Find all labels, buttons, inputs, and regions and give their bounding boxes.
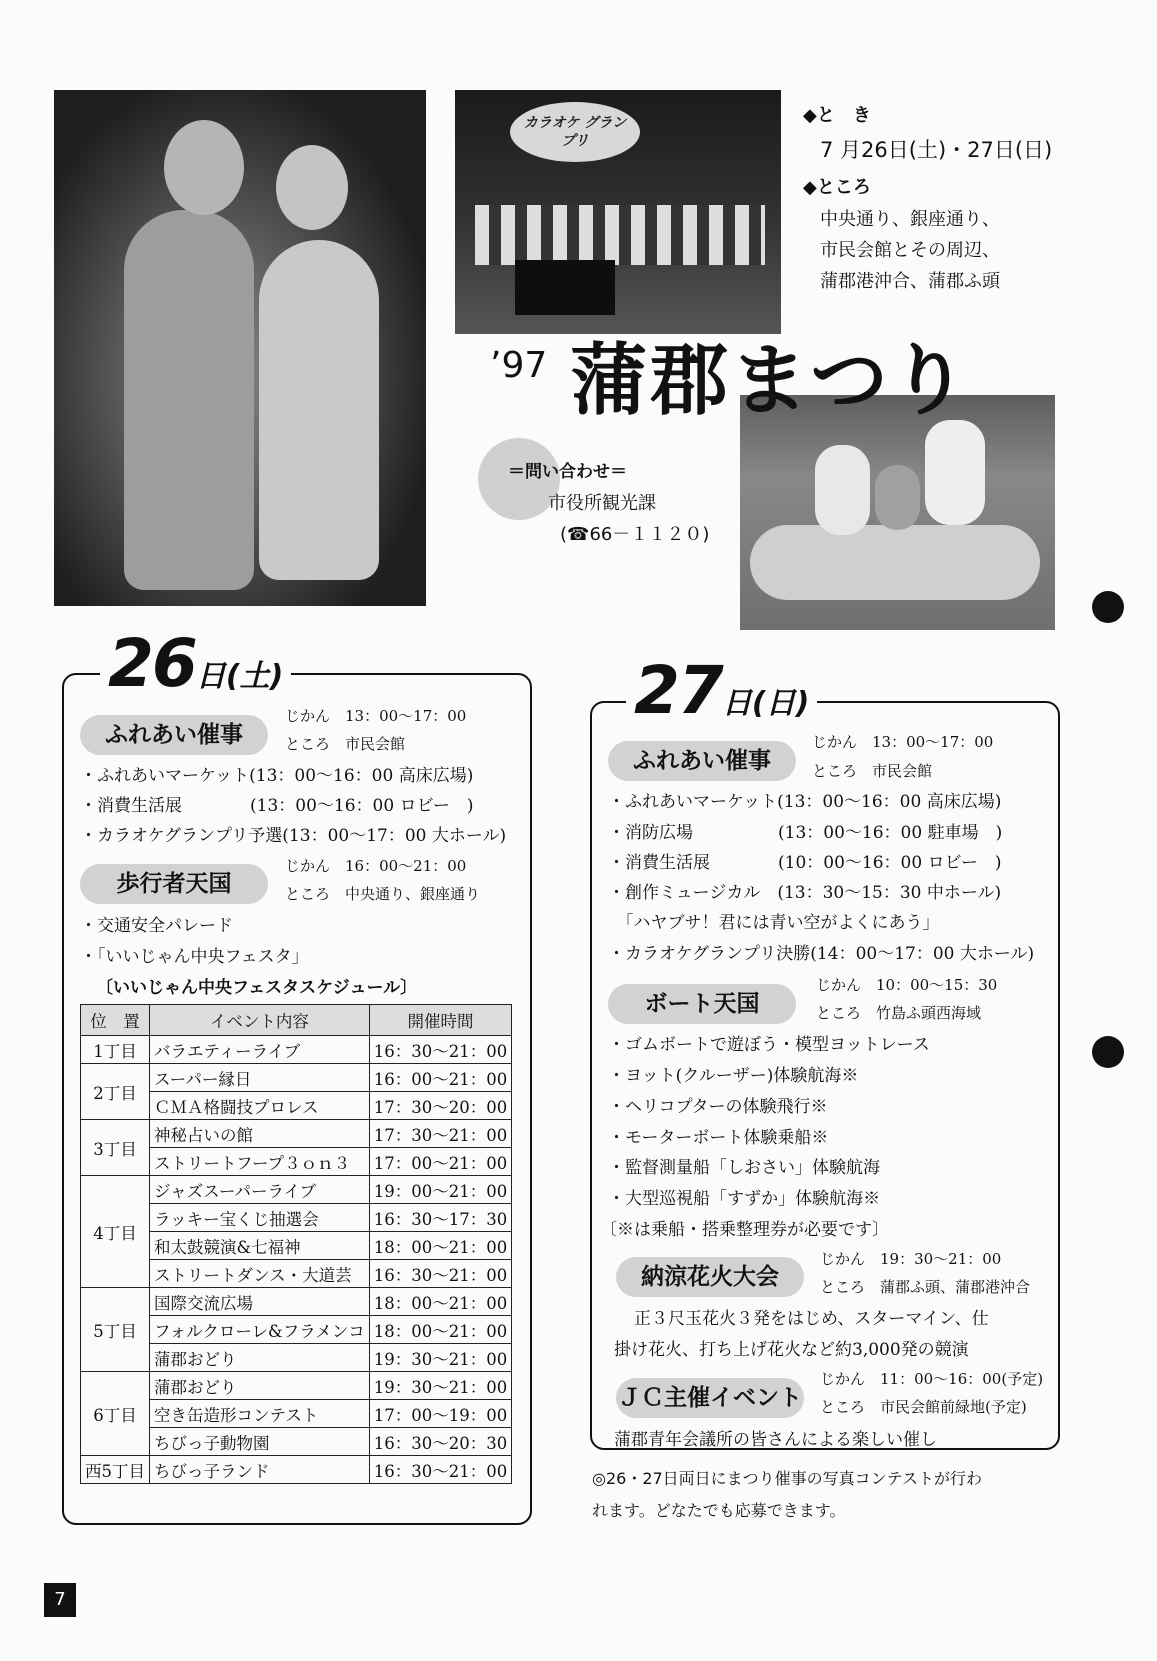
schedule-event: 蒲郡おどり <box>150 1372 370 1400</box>
day26-number: 26 <box>108 625 196 702</box>
day26-fureai-pill: ふれあい催事 <box>80 715 268 755</box>
day26-fureai-time: じかん 13：00～17：00 <box>285 707 467 725</box>
schedule-position: 3丁目 <box>81 1120 150 1176</box>
day27-fureai-item-3: ・消費生活展 (10：00～16：00 ロビー ) <box>608 853 1002 873</box>
schedule-event: フォルクローレ&フラメンコ <box>150 1316 370 1344</box>
day27-boat-item-3: ・ヘリコプターの体験飛行※ <box>608 1097 828 1117</box>
schedule-position: 2丁目 <box>81 1064 150 1120</box>
schedule-event: ストリートフープ３ｏｎ３ <box>150 1148 370 1176</box>
photo-rubber-boat <box>740 395 1055 630</box>
toki-value: 7 月26日(土)・27日(日) <box>820 138 1053 162</box>
day26-suffix: 日(土) <box>195 659 284 694</box>
day27-fureai-time: じかん 13：00～17：00 <box>812 733 994 751</box>
schedule-time: 18：00～21：00 <box>369 1316 511 1344</box>
schedule-header-row <box>81 1005 512 1036</box>
schedule-event: 和太鼓競演&七福神 <box>150 1232 370 1260</box>
day27-boat-item-4: ・モーターボート体験乗船※ <box>608 1128 829 1148</box>
schedule-time: 17：30～20：00 <box>369 1092 511 1120</box>
day27-jc-desc: 蒲郡青年会議所の皆さんによる楽しい催し <box>614 1430 937 1450</box>
day27-suffix: 日(日) <box>721 686 810 721</box>
day27-boat-pill: ボート天国 <box>608 984 796 1024</box>
day27-boat-item-5: ・監督測量船「しおさい」体験航海 <box>608 1158 880 1178</box>
page-number: 7 <box>44 1583 76 1617</box>
schedule-time: 19：30～21：00 <box>369 1344 511 1372</box>
schedule-position: 4丁目 <box>81 1176 150 1288</box>
schedule-time: 18：00～21：00 <box>369 1232 511 1260</box>
table-row <box>81 1176 512 1204</box>
schedule-time: 17：30～21：00 <box>369 1120 511 1148</box>
tokoro-line-3: 蒲郡港沖合、蒲郡ふ頭 <box>820 271 1000 292</box>
karaoke-sign: カラオケ グランプリ <box>523 115 627 149</box>
day27-number: 27 <box>634 652 722 729</box>
day27-hanabi-pill: 納涼花火大会 <box>616 1257 804 1297</box>
binding-hole-bottom <box>1092 1036 1124 1068</box>
schedule-event: 国際交流広場 <box>150 1288 370 1316</box>
day27-heading <box>626 652 817 729</box>
schedule-event: ＣＭＡ格闘技プロレス <box>150 1092 370 1120</box>
schedule-time: 17：00～21：00 <box>369 1148 511 1176</box>
schedule-time: 16：30～21：00 <box>369 1260 511 1288</box>
schedule-time: 18：00～21：00 <box>369 1288 511 1316</box>
day26-heading <box>100 625 291 702</box>
tokoro-line-2: 市民会館とその周辺、 <box>820 240 1000 261</box>
schedule-header-time: 開催時間 <box>369 1005 511 1036</box>
day27-hanabi-desc-2: 掛け花火、打ち上げ花火など約3,000発の競演 <box>614 1340 969 1360</box>
schedule-table <box>80 1004 512 1484</box>
day27-fureai-item-5: 「ハヤブサ！君には青い空がよくにあう」 <box>608 913 940 933</box>
schedule-time: 19：30～21：00 <box>369 1372 511 1400</box>
day26-fureai-item-1: ・ふれあいマーケット(13：00～16：00 高床広場) <box>80 766 474 786</box>
day27-boat-item-6: ・大型巡視船「すずか」体験航海※ <box>608 1189 881 1209</box>
day26-hokousha-place: ところ 中央通り、銀座通り <box>285 885 481 903</box>
contact-label: ＝問い合わせ＝ <box>508 462 627 482</box>
day27-hanabi-time: じかん 19：30～21：00 <box>820 1250 1002 1268</box>
tokoro-label: ◆ところ <box>803 177 871 198</box>
day26-fureai-item-3: ・カラオケグランプリ予選(13：00～17：00 大ホール) <box>80 826 507 846</box>
footnote-line-2: れます。どなたでも応募できます。 <box>592 1501 846 1520</box>
table-row <box>81 1372 512 1400</box>
schedule-event: 蒲郡おどり <box>150 1344 370 1372</box>
schedule-event: 神秘占いの館 <box>150 1120 370 1148</box>
day27-hanabi-place: ところ 蒲郡ふ頭、蒲郡港沖合 <box>820 1278 1031 1296</box>
day27-fureai-place: ところ 市民会館 <box>812 762 933 780</box>
schedule-time: 16：30～21：00 <box>369 1036 511 1064</box>
schedule-time: 19：00～21：00 <box>369 1176 511 1204</box>
day27-jc-place: ところ 市民会館前緑地(予定) <box>820 1398 1027 1416</box>
schedule-position: 1丁目 <box>81 1036 150 1064</box>
schedule-event: バラエティーライブ <box>150 1036 370 1064</box>
schedule-time: 16：30～21：00 <box>369 1456 511 1484</box>
day27-hanabi-desc-1: 正３尺玉花火３発をはじめ、スターマイン、仕 <box>634 1309 989 1329</box>
day27-boat-note: 〔※は乗船・搭乗整理券が必要です〕 <box>600 1220 889 1240</box>
schedule-position: 6丁目 <box>81 1372 150 1456</box>
footnote-line-1: ◎26・27日両日にまつり催事の写真コンテストが行わ <box>592 1469 983 1488</box>
schedule-event: ストリートダンス・大道芸 <box>150 1260 370 1288</box>
day26-hokousha-pill: 歩行者天国 <box>80 864 268 904</box>
schedule-time: 16：30～20：30 <box>369 1428 511 1456</box>
table-row <box>81 1288 512 1316</box>
schedule-event: ラッキー宝くじ抽選会 <box>150 1204 370 1232</box>
day26-hokousha-item-1: ・交通安全パレード <box>80 916 233 936</box>
schedule-time: 17：00～19：00 <box>369 1400 511 1428</box>
day27-boat-item-2: ・ヨット(クルーザー)体験航海※ <box>608 1066 859 1086</box>
schedule-header-position: 位 置 <box>81 1005 150 1036</box>
day27-fureai-item-6: ・カラオケグランプリ決勝(14：00～17：00 大ホール) <box>608 944 1035 964</box>
photo-girls-in-yukata <box>54 90 426 606</box>
title-year: ’97 <box>490 345 548 386</box>
page-title: 蒲郡まつり <box>570 336 971 426</box>
table-row <box>81 1036 512 1064</box>
schedule-event: ちびっ子動物園 <box>150 1428 370 1456</box>
day27-boat-place: ところ 竹島ふ頭西海域 <box>816 1004 982 1022</box>
tokoro-line-1: 中央通り、銀座通り、 <box>820 209 1000 230</box>
schedule-header-event: イベント内容 <box>150 1005 370 1036</box>
day27-boat-time: じかん 10：00～15：30 <box>816 976 998 994</box>
schedule-event: ちびっ子ランド <box>150 1456 370 1484</box>
table-row <box>81 1064 512 1092</box>
schedule-position: 西5丁目 <box>81 1456 150 1484</box>
contact-tel: (☎66－１１２０) <box>560 524 710 545</box>
schedule-time: 16：30～17：30 <box>369 1204 511 1232</box>
day27-fureai-item-2: ・消防広場 (13：00～16：00 駐車場 ) <box>608 823 1003 843</box>
schedule-title: 〔いいじゃん中央フェスタスケジュール〕 <box>96 978 418 998</box>
day26-hokousha-item-2: ・「いいじゃん中央フェスタ」 <box>80 947 309 967</box>
day26-fureai-place: ところ 市民会館 <box>285 735 406 753</box>
day26-hokousha-time: じかん 16：00～21：00 <box>285 857 467 875</box>
day27-fureai-item-4: ・創作ミュージカル (13：30～15：30 中ホール) <box>608 883 1002 903</box>
schedule-time: 16：00～21：00 <box>369 1064 511 1092</box>
table-row <box>81 1456 512 1484</box>
day27-fureai-pill: ふれあい催事 <box>608 741 796 781</box>
day27-jc-time: じかん 11：00～16：00(予定) <box>820 1370 1044 1388</box>
day27-fureai-item-1: ・ふれあいマーケット(13：00～16：00 高床広場) <box>608 792 1002 812</box>
schedule-event: 空き缶造形コンテスト <box>150 1400 370 1428</box>
day26-fureai-item-2: ・消費生活展 (13：00～16：00 ロビー ) <box>80 796 474 816</box>
schedule-event: スーパー縁日 <box>150 1064 370 1092</box>
photo-karaoke-stage <box>455 90 781 334</box>
day27-boat-item-1: ・ゴムボートで遊ぼう・模型ヨットレース <box>608 1035 930 1055</box>
contact-dept: 市役所観光課 <box>548 493 656 514</box>
schedule-position: 5丁目 <box>81 1288 150 1372</box>
toki-label: ◆と き <box>803 105 871 126</box>
table-row <box>81 1120 512 1148</box>
binding-hole-top <box>1092 591 1124 623</box>
schedule-event: ジャズスーパーライブ <box>150 1176 370 1204</box>
day27-jc-pill: ＪＣ主催イベント <box>616 1378 804 1418</box>
